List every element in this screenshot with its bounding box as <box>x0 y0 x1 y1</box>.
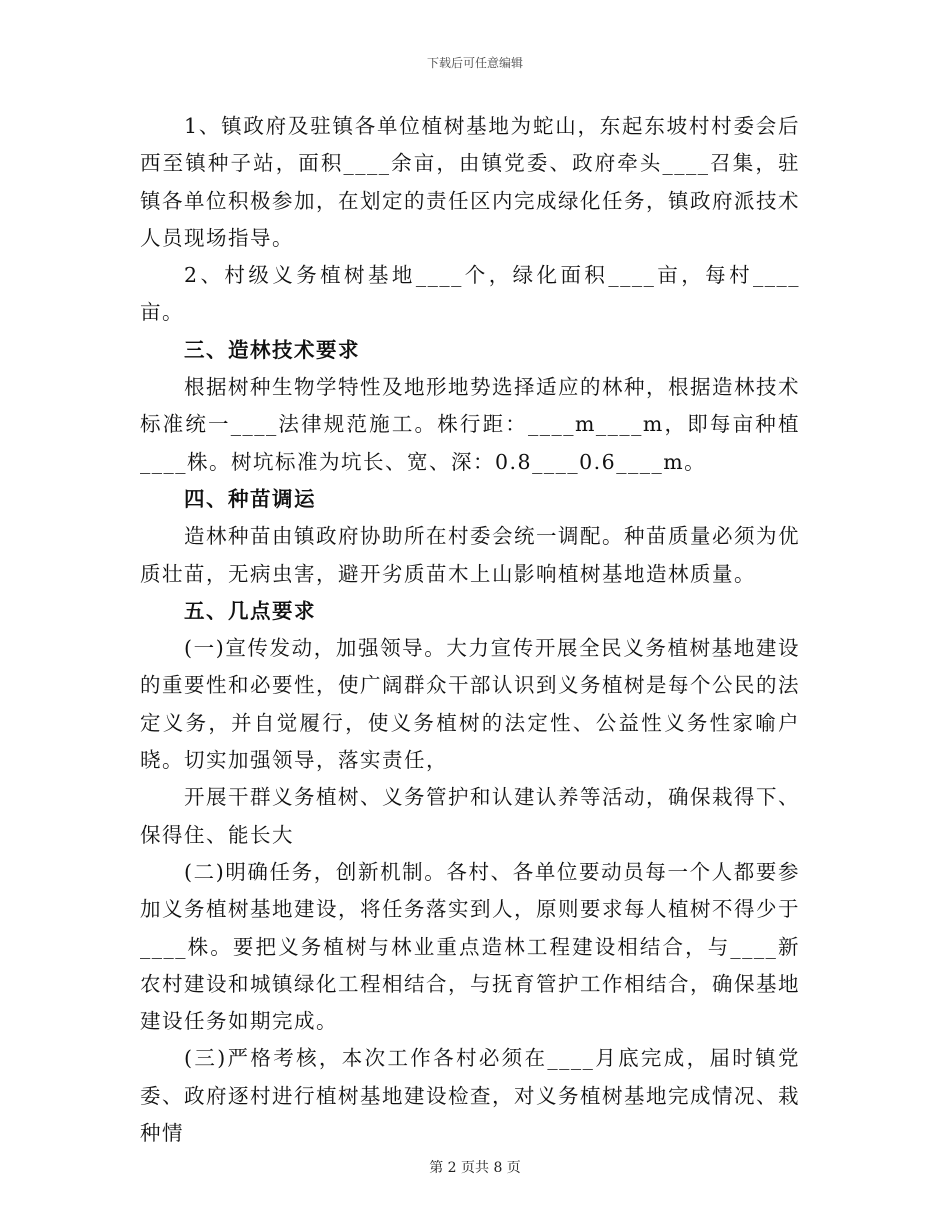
paragraph-requirement-1: (一)宣传发动，加强领导。大力宣传开展全民义务植树基地建设的重要性和必要性，使广阔群众干部认识到义务植树是每个公民的法定义务，并自觉履行，使义务植树的法定性、公益性义务性家喻户晓。切实加强领导，落实责任， <box>140 636 800 773</box>
paragraph-requirement-3: (三)严格考核，本次工作各村必须在____月底完成，届时镇党委、政府逐村进行植树基地建设检查，对义务植树基地完成情况、栽种情 <box>140 1046 800 1146</box>
document-body <box>140 108 800 1152</box>
paragraph-1: 1、镇政府及驻镇各单位植树基地为蛇山，东起东坡村村委会后西至镇种子站，面积____余亩，由镇党委、政府牵头____召集，驻镇各单位积极参加，在划定的责任区内完成绿化任务，镇政府派技术人员现场指导。 <box>140 114 800 250</box>
section-heading-5: 五、几点要求 <box>184 598 316 623</box>
paragraph-2: 2、村级义务植树基地____个，绿化面积____亩，每村____亩。 <box>140 263 800 325</box>
paragraph-requirement-1-cont: 开展干群义务植树、义务管护和认建认养等活动，确保栽得下、保得住、能长大 <box>140 785 800 847</box>
paragraph-technique: 根据树种生物学特性及地形地势选择适应的林种，根据造林技术标准统一____法律规范施工。株行距：____m____m，即每亩种植____株。树坑标准为坑长、宽、深：0.8____0.6____m。 <box>140 375 800 474</box>
page-header: 下载后可任意编辑 <box>426 56 523 70</box>
paragraph-requirement-2: (二)明确任务，创新机制。各村、各单位要动员每一个人都要参加义务植树基地建设，将任务落实到人，原则要求每人植树不得少于____株。要把义务植树与林业重点造林工程建设相结合，与____新农村建设和城镇绿化工程相结合，与抚育管护工作相结合，确保基地建设任务如期完成。 <box>140 859 800 1034</box>
section-heading-4: 四、种苗调运 <box>184 486 316 511</box>
paragraph-seedlings: 造林种苗由镇政府协助所在村委会统一调配。种苗质量必须为优质壮苗，无病虫害，避开劣质苗木上山影响植树基地造林质量。 <box>140 524 800 586</box>
page-footer: 第 2 页共 8 页 <box>429 1160 521 1176</box>
section-heading-3: 三、造林技术要求 <box>184 337 360 362</box>
